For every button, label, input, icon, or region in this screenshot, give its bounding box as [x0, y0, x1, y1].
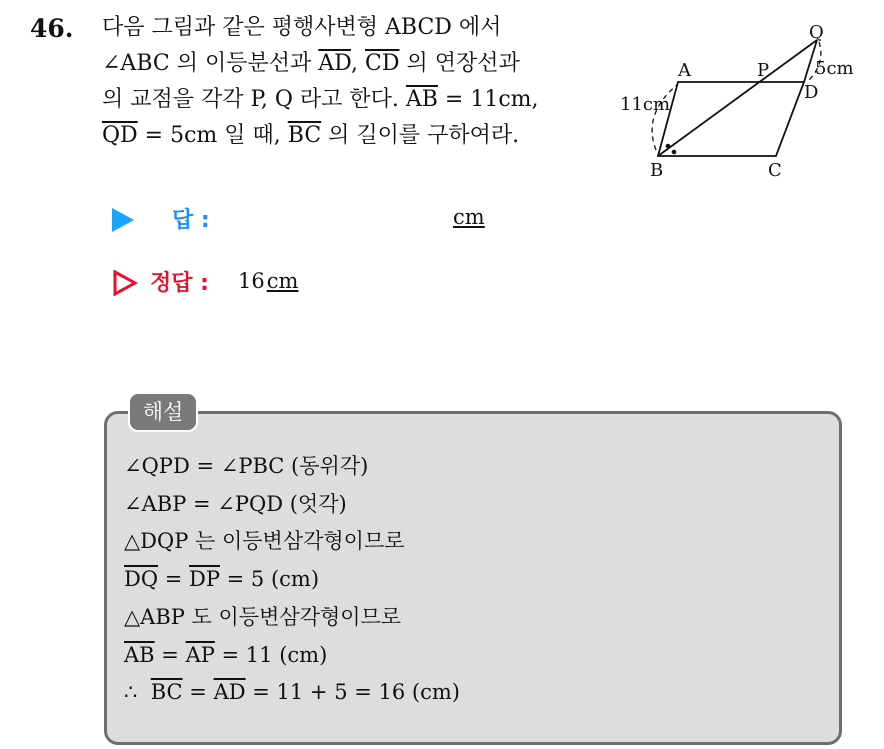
correct-answer-value: 16	[238, 269, 265, 293]
question-text-span: ∠ABC 의 이등분선과	[102, 51, 319, 76]
solution-text: ∠QPD = ∠PBC (동위각)	[124, 454, 369, 478]
segment-label: $\overline{DP}$	[189, 567, 220, 592]
parallelogram-figure	[612, 18, 872, 188]
parallelogram-abcd	[658, 82, 804, 156]
segment-label: $\overline{BC}$	[150, 680, 183, 705]
correct-answer	[238, 269, 298, 293]
solution-text: △DQP 는 이등변삼각형이므로	[124, 529, 405, 554]
ray-b-to-q	[658, 40, 817, 156]
solution-lines	[124, 448, 460, 712]
solution-line	[124, 561, 460, 599]
question-line-1	[102, 10, 602, 46]
segment-label: $\overline{AB}$	[405, 87, 438, 112]
point-label-q: Q	[809, 22, 824, 43]
angle-mark-dot	[672, 150, 677, 155]
segment-label: $\overline{AP}$	[185, 642, 215, 667]
correct-answer-row	[108, 266, 628, 300]
point-label-d: D	[804, 82, 819, 103]
length-label-qd: 5cm	[815, 58, 854, 79]
solution-tab: 해설	[128, 392, 198, 432]
solution-line	[124, 599, 460, 637]
solution-text: =	[154, 642, 186, 667]
play-arrow-icon	[112, 208, 134, 232]
length-label-ab: 11cm	[620, 94, 671, 115]
answer-unit: cm	[453, 205, 485, 229]
solution-line	[124, 674, 460, 712]
solution-text: = 11 + 5 = 16 (cm)	[245, 680, 460, 705]
solution-text: ∴	[124, 680, 151, 705]
question-line-4	[102, 118, 602, 154]
point-label-b: B	[650, 160, 664, 181]
solution-text: =	[158, 567, 190, 592]
solution-text: △ABP 도 이등변삼각형이므로	[124, 604, 402, 629]
question-number: 46.	[30, 14, 74, 43]
question-text-span: ,	[350, 51, 365, 76]
segment-label: $\overline{AD}$	[318, 51, 351, 76]
solution-text: = 11 (cm)	[214, 642, 328, 667]
segment-label: $\overline{DQ}$	[124, 567, 159, 592]
solution-text: = 5 (cm)	[219, 567, 320, 592]
solution-line	[124, 486, 460, 524]
question-text-span: = 11cm,	[437, 87, 539, 112]
solution-text: ∠ABP = ∠PQD (엇각)	[124, 491, 347, 516]
correct-answer-label: 정답 :	[150, 271, 209, 296]
answer-row	[108, 203, 628, 237]
question-text-span: 의 연장선과	[399, 51, 520, 76]
question-text	[102, 10, 602, 154]
segment-label: $\overline{AB}$	[124, 642, 155, 667]
solution-line	[124, 523, 460, 561]
question-text-span: 의 교점을 각각 P, Q 라고 한다.	[102, 87, 406, 112]
solution-text: =	[182, 680, 214, 705]
angle-mark-dot	[666, 144, 671, 149]
point-label-p: P	[757, 60, 770, 81]
solution-line	[124, 448, 460, 486]
point-label-c: C	[768, 160, 782, 181]
solution-line	[124, 637, 460, 675]
outline-arrow-icon	[112, 270, 138, 296]
point-label-a: A	[678, 60, 691, 81]
question-text-span: 의 길이를 구하여라.	[321, 123, 520, 148]
question-line-3	[102, 82, 602, 118]
segment-label: $\overline{AD}$	[213, 680, 246, 705]
question-line-2	[102, 46, 602, 82]
answer-label: 답 :	[172, 208, 210, 233]
segment-label: $\overline{CD}$	[364, 51, 400, 76]
question-text-span: 다음 그림과 같은 평행사변형 ABCD 에서	[102, 15, 502, 40]
correct-answer-unit: cm	[266, 269, 299, 293]
question-text-span: = 5cm 일 때,	[137, 123, 288, 148]
segment-label: $\overline{BC}$	[287, 123, 322, 148]
segment-label: $\overline{QD}$	[102, 123, 138, 148]
